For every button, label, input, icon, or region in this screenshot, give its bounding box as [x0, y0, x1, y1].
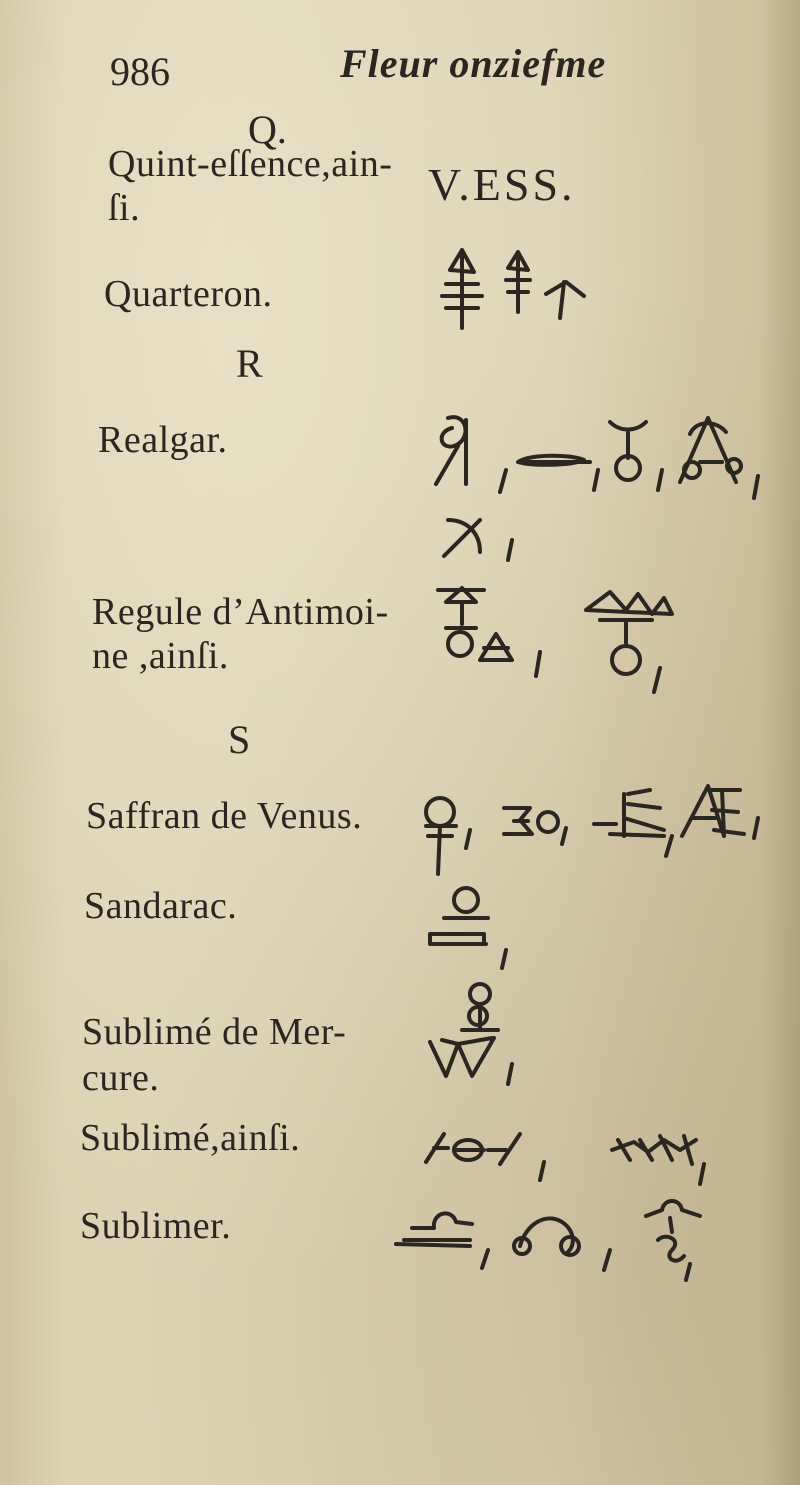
sublimer-symbol-3-icon [646, 1201, 700, 1280]
quarteron-symbol-3-icon [546, 282, 584, 318]
regule-symbol-2-icon [586, 592, 672, 692]
saffran-symbol-1-icon [426, 798, 470, 874]
regule-symbol-1-icon [438, 588, 540, 676]
sublime-mercure-symbol-icon [430, 984, 512, 1084]
entry-sublime-ainsi: Sublimé,ainſi. [80, 1117, 301, 1159]
entry-quarteron: Quarteron. [104, 273, 273, 315]
realgar-symbol-5-icon [444, 520, 512, 560]
entry-saffran: Saffran de Venus. [86, 795, 363, 837]
sandarac-symbol-icon [430, 888, 506, 968]
quarteron-symbol-1-icon [442, 250, 482, 328]
quarteron-symbol-2-icon [506, 252, 530, 312]
entry-sublime-mercure-line2: cure. [82, 1057, 160, 1099]
entry-regule-line2: ne ,ainſi. [92, 635, 229, 677]
entry-sandarac: Sandarac. [84, 885, 238, 927]
section-letter-q: Q. [248, 107, 287, 152]
saffran-symbol-4-icon [682, 786, 758, 838]
entry-quintessence-line2: ſi. [108, 187, 141, 229]
sublime-ainsi-symbol-1-icon [426, 1134, 544, 1180]
realgar-symbol-2-icon [518, 456, 598, 490]
sublime-ainsi-symbol-2-icon [612, 1136, 704, 1184]
realgar-symbol-4-icon [680, 418, 758, 498]
entry-quintessence-line1: Quint-eſſence,ain- [108, 143, 393, 185]
entry-realgar: Realgar. [98, 419, 228, 461]
section-letter-s: S [228, 717, 251, 762]
saffran-symbol-3-icon [594, 790, 672, 856]
realgar-symbol-1-icon [436, 417, 506, 492]
saffran-symbol-2-icon [504, 808, 566, 844]
entry-quintessence-symbol: V.ESS. [428, 159, 576, 210]
entry-regule-line1: Regule d’Antimoi- [92, 591, 389, 633]
running-title: Fleur onziefme [340, 41, 607, 86]
sublimer-symbol-2-icon [514, 1218, 610, 1270]
sublimer-symbol-1-icon [396, 1213, 488, 1268]
entry-sublimer: Sublimer. [80, 1205, 232, 1247]
page-number: 986 [110, 49, 170, 94]
section-letter-r: R [236, 341, 263, 386]
realgar-symbol-3-icon [610, 422, 662, 490]
entry-sublime-mercure-line1: Sublimé de Mer- [82, 1011, 347, 1053]
